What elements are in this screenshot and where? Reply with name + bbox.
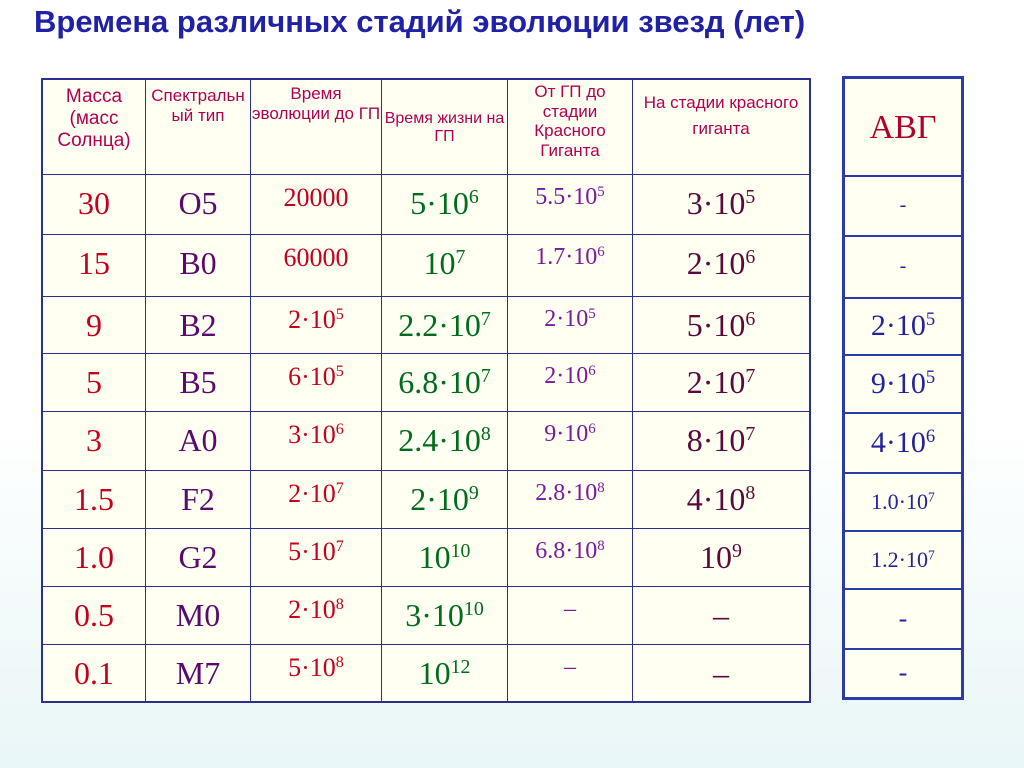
agb-value-exponent: 6	[925, 425, 936, 447]
spectral-type-cell	[146, 296, 251, 353]
header-spectral-type: Спектральн ый тип	[146, 79, 251, 174]
to-red-giant-cell-base: 9·10	[544, 420, 589, 447]
spectral-type-cell	[146, 528, 251, 586]
pre-ms-time-cell	[251, 296, 382, 353]
ms-life-cell-exponent: 8	[480, 422, 491, 445]
pre-ms-time-cell-base: 20000	[283, 182, 349, 212]
to-red-giant-cell-exponent: 6	[588, 420, 596, 437]
ms-life-cell	[382, 296, 508, 353]
red-giant-cell	[633, 234, 811, 296]
table-row	[42, 234, 810, 296]
to-red-giant-cell	[508, 296, 633, 353]
ms-life-cell-exponent: 6	[468, 185, 479, 208]
to-red-giant-cell	[508, 234, 633, 296]
ms-life-cell-exponent: 9	[468, 481, 479, 504]
agb-value-cell	[844, 176, 963, 236]
mass-cell-value: 3	[86, 421, 102, 458]
pre-ms-time-cell-exponent: 7	[335, 479, 344, 497]
red-giant-cell	[633, 296, 811, 353]
mass-cell	[42, 234, 146, 296]
spectral-type-cell-value: F2	[181, 480, 215, 517]
agb-value-base: -	[898, 658, 908, 688]
red-giant-cell-exponent: 5	[745, 185, 756, 208]
pre-ms-time-cell-base: 3·10	[288, 419, 336, 449]
ms-life-cell-base: 10	[418, 538, 451, 575]
ms-life-cell-exponent: 10	[463, 597, 484, 620]
ms-life-cell-base: 10	[418, 654, 451, 691]
ms-life-cell-exponent: 7	[480, 364, 491, 387]
pre-ms-time-cell	[251, 174, 382, 234]
mass-cell	[42, 470, 146, 528]
red-giant-cell-base: 3·10	[686, 184, 746, 221]
ms-life-cell-base: 6.8·10	[398, 363, 481, 400]
to-red-giant-cell-base: 1.7·10	[535, 243, 598, 270]
red-giant-cell-base: 5·10	[686, 306, 746, 343]
spectral-type-cell-value: O5	[178, 184, 218, 221]
pre-ms-time-cell-base: 6·10	[288, 361, 336, 391]
to-red-giant-cell-exponent: 8	[597, 479, 605, 496]
to-red-giant-cell	[508, 644, 633, 702]
red-giant-cell-base: 4·10	[686, 480, 746, 517]
mass-cell	[42, 644, 146, 702]
pre-ms-time-cell	[251, 353, 382, 411]
agb-value-cell	[844, 236, 963, 298]
mass-cell-value: 1.5	[74, 480, 114, 517]
to-red-giant-cell	[508, 353, 633, 411]
table-row	[42, 296, 810, 353]
evolution-table	[41, 78, 811, 703]
mass-cell	[42, 586, 146, 644]
ms-life-cell-exponent: 7	[455, 245, 466, 268]
table-row	[42, 174, 810, 234]
to-red-giant-cell-base: –	[564, 653, 576, 680]
agb-value-cell	[844, 355, 963, 413]
spectral-type-cell	[146, 234, 251, 296]
mass-cell	[42, 296, 146, 353]
agb-table	[842, 76, 964, 700]
agb-value-cell	[844, 473, 963, 531]
ms-life-cell	[382, 174, 508, 234]
spectral-type-cell-value: B2	[179, 306, 217, 343]
pre-ms-time-cell-exponent: 5	[335, 305, 344, 323]
header-pre-main-sequence: Время эволюции до ГП	[251, 79, 382, 174]
ms-life-cell-exponent: 10	[450, 539, 471, 562]
ms-life-cell-base: 5·10	[410, 184, 469, 221]
agb-value-exponent: 7	[928, 547, 935, 562]
mass-cell-value: 0.1	[74, 654, 114, 691]
agb-value-cell	[844, 649, 963, 699]
spectral-type-cell-value: M0	[175, 596, 221, 633]
to-red-giant-cell	[508, 470, 633, 528]
pre-ms-time-cell-base: 2·10	[288, 304, 336, 334]
agb-value-base: -	[898, 603, 908, 633]
spectral-type-cell-value: G2	[178, 538, 218, 575]
table-header-row	[42, 79, 810, 174]
agb-row	[844, 473, 963, 531]
spectral-type-cell	[146, 411, 251, 470]
spectral-type-cell	[146, 353, 251, 411]
agb-row	[844, 413, 963, 473]
red-giant-cell	[633, 411, 811, 470]
pre-ms-time-cell	[251, 234, 382, 296]
agb-value-cell	[844, 413, 963, 473]
to-red-giant-cell	[508, 528, 633, 586]
agb-value-base: -	[899, 255, 907, 277]
header-to-red-giant: От ГП до стадии Красного Гиганта	[508, 79, 633, 174]
agb-header: АВГ	[844, 78, 963, 176]
red-giant-cell-base: 2·10	[686, 363, 746, 400]
spectral-type-cell-value: A0	[178, 421, 218, 458]
agb-row	[844, 176, 963, 236]
red-giant-cell-exponent: 8	[745, 481, 756, 504]
agb-value-base: -	[899, 194, 907, 216]
agb-value-base: 2·10	[870, 309, 926, 342]
ms-life-cell	[382, 470, 508, 528]
pre-ms-time-cell	[251, 411, 382, 470]
ms-life-cell	[382, 411, 508, 470]
agb-value-base: 4·10	[870, 425, 926, 459]
header-red-giant: На стадии красного гиганта	[633, 79, 811, 174]
table-row	[42, 411, 810, 470]
agb-row	[844, 649, 963, 699]
table-row	[42, 586, 810, 644]
ms-life-cell-base: 2.4·10	[398, 421, 481, 458]
mass-cell-value: 15	[78, 244, 110, 281]
pre-ms-time-cell-exponent: 6	[335, 420, 344, 438]
pre-ms-time-cell	[251, 528, 382, 586]
pre-ms-time-cell	[251, 644, 382, 702]
mass-cell-value: 1.0	[74, 538, 114, 575]
red-giant-cell-exponent: 9	[732, 539, 742, 562]
red-giant-cell-exponent: 7	[745, 364, 756, 387]
ms-life-cell-base: 3·10	[405, 596, 464, 633]
mass-cell	[42, 528, 146, 586]
ms-life-cell-base: 10	[423, 244, 456, 281]
table-row	[42, 644, 810, 702]
to-red-giant-cell	[508, 586, 633, 644]
red-giant-cell	[633, 353, 811, 411]
spectral-type-cell-value: B5	[179, 363, 217, 400]
agb-row	[844, 589, 963, 649]
pre-ms-time-cell-base: 5·10	[288, 652, 336, 682]
red-giant-cell	[633, 644, 811, 702]
to-red-giant-cell-exponent: 5	[597, 183, 605, 200]
red-giant-cell-base: –	[713, 596, 729, 633]
to-red-giant-cell-base: 2·10	[544, 362, 589, 389]
spectral-type-cell	[146, 470, 251, 528]
red-giant-cell-base: –	[713, 654, 729, 691]
agb-value-cell	[844, 531, 963, 589]
to-red-giant-cell-base: 2·10	[544, 305, 589, 332]
pre-ms-time-cell-exponent: 8	[335, 595, 344, 613]
spectral-type-cell	[146, 644, 251, 702]
ms-life-cell-exponent: 7	[480, 307, 491, 330]
agb-row	[844, 298, 963, 355]
mass-cell-value: 30	[78, 184, 110, 221]
pre-ms-time-cell	[251, 470, 382, 528]
to-red-giant-cell-exponent: 6	[597, 243, 605, 260]
agb-row	[844, 355, 963, 413]
mass-cell-value: 5	[86, 363, 102, 400]
to-red-giant-cell-exponent: 8	[597, 537, 605, 554]
to-red-giant-cell	[508, 411, 633, 470]
to-red-giant-cell-base: 6.8·10	[535, 537, 598, 564]
to-red-giant-cell-exponent: 6	[588, 362, 596, 379]
mass-cell	[42, 353, 146, 411]
agb-value-exponent: 7	[928, 489, 935, 504]
red-giant-cell-base: 10	[700, 538, 733, 575]
pre-ms-time-cell-base: 2·10	[288, 594, 336, 624]
to-red-giant-cell-base: –	[564, 595, 576, 622]
red-giant-cell-base: 2·10	[686, 244, 746, 281]
to-red-giant-cell-base: 2.8·10	[535, 479, 598, 506]
agb-value-exponent: 5	[925, 366, 936, 388]
page-title: Времена различных стадий эволюции звезд (лет)	[34, 4, 806, 39]
ms-life-cell-base: 2.2·10	[398, 306, 481, 343]
spectral-type-cell-value: B0	[179, 244, 217, 281]
pre-ms-time-cell-base: 60000	[283, 242, 349, 272]
to-red-giant-cell-exponent: 5	[588, 305, 596, 322]
table-row	[42, 470, 810, 528]
agb-value-base: 1.2·10	[871, 546, 928, 572]
mass-cell	[42, 174, 146, 234]
pre-ms-time-cell-exponent: 5	[335, 362, 344, 380]
red-giant-cell-exponent: 6	[745, 307, 756, 330]
agb-value-exponent: 5	[925, 308, 936, 330]
spectral-type-cell	[146, 586, 251, 644]
ms-life-cell	[382, 234, 508, 296]
agb-value-base: 9·10	[870, 366, 926, 400]
mass-cell-value: 0.5	[74, 596, 114, 633]
pre-ms-time-cell-exponent: 8	[335, 653, 344, 671]
red-giant-cell-base: 8·10	[686, 421, 746, 458]
pre-ms-time-cell-base: 2·10	[288, 478, 336, 508]
pre-ms-time-cell	[251, 586, 382, 644]
red-giant-cell-exponent: 6	[745, 245, 756, 268]
ms-life-cell	[382, 353, 508, 411]
mass-cell	[42, 411, 146, 470]
header-mass: Масса (масс Солнца)	[42, 79, 146, 174]
red-giant-cell	[633, 528, 811, 586]
ms-life-cell	[382, 528, 508, 586]
red-giant-cell-exponent: 7	[745, 422, 756, 445]
red-giant-cell	[633, 174, 811, 234]
ms-life-cell	[382, 586, 508, 644]
table-row	[42, 528, 810, 586]
agb-value-base: 1.0·10	[871, 488, 928, 514]
agb-row	[844, 236, 963, 298]
pre-ms-time-cell-exponent: 7	[335, 537, 344, 555]
ms-life-cell-exponent: 12	[450, 655, 471, 678]
agb-value-cell	[844, 298, 963, 355]
to-red-giant-cell	[508, 174, 633, 234]
spectral-type-cell	[146, 174, 251, 234]
mass-cell-value: 9	[86, 306, 102, 343]
pre-ms-time-cell-base: 5·10	[288, 536, 336, 566]
table-row	[42, 353, 810, 411]
agb-row	[844, 531, 963, 589]
agb-value-cell	[844, 589, 963, 649]
ms-life-cell-base: 2·10	[410, 480, 469, 517]
to-red-giant-cell-base: 5.5·10	[535, 183, 598, 210]
ms-life-cell	[382, 644, 508, 702]
red-giant-cell	[633, 586, 811, 644]
red-giant-cell	[633, 470, 811, 528]
header-main-sequence-life: Время жизни на ГП	[382, 79, 508, 174]
spectral-type-cell-value: M7	[175, 654, 221, 691]
